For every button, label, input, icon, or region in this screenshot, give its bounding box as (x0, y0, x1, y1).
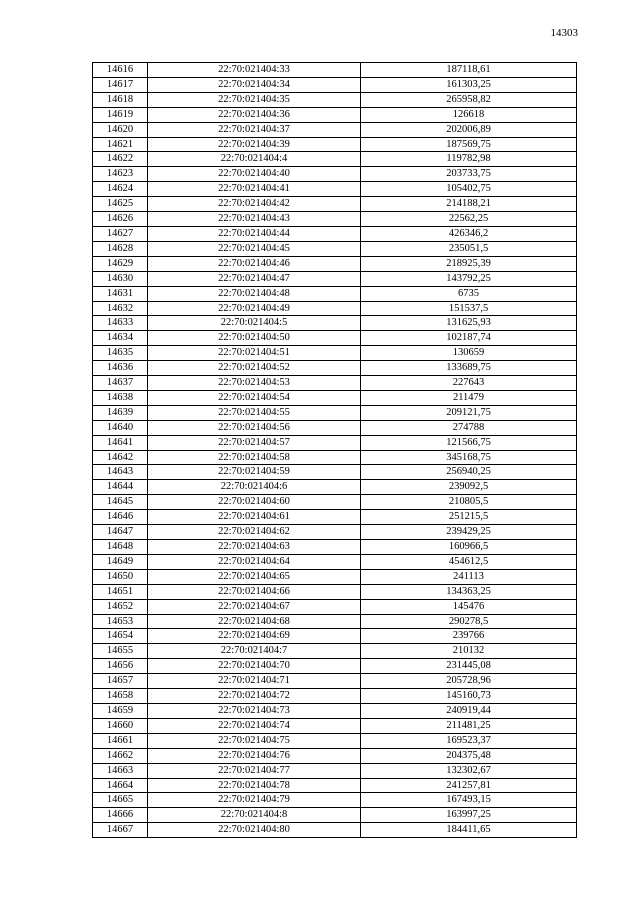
table-row (93, 361, 577, 376)
table-row (93, 435, 577, 450)
value-cell: 209121,75 (361, 405, 577, 420)
value-cell: 145476 (361, 599, 577, 614)
cadastral-number-cell: 22:70:021404:70 (148, 659, 361, 674)
cadastral-number-cell: 22:70:021404:72 (148, 689, 361, 704)
row-number-cell: 14642 (93, 450, 148, 465)
value-cell: 131625,93 (361, 316, 577, 331)
cadastral-number-cell: 22:70:021404:8 (148, 808, 361, 823)
table-row (93, 316, 577, 331)
row-number-cell: 14639 (93, 405, 148, 420)
table-row (93, 748, 577, 763)
cadastral-number-cell: 22:70:021404:73 (148, 703, 361, 718)
value-cell: 227643 (361, 376, 577, 391)
cadastral-number-cell: 22:70:021404:52 (148, 361, 361, 376)
cadastral-number-cell: 22:70:021404:35 (148, 92, 361, 107)
row-number-cell: 14659 (93, 703, 148, 718)
row-number-cell: 14651 (93, 584, 148, 599)
cadastral-number-cell: 22:70:021404:48 (148, 286, 361, 301)
cadastral-number-cell: 22:70:021404:49 (148, 301, 361, 316)
value-cell: 274788 (361, 420, 577, 435)
cadastral-table-container (92, 62, 576, 838)
cadastral-number-cell: 22:70:021404:34 (148, 77, 361, 92)
value-cell: 218925,39 (361, 256, 577, 271)
table-row (93, 793, 577, 808)
table-row (93, 450, 577, 465)
cadastral-number-cell: 22:70:021404:61 (148, 510, 361, 525)
cadastral-number-cell: 22:70:021404:39 (148, 137, 361, 152)
table-row (93, 271, 577, 286)
table-row (93, 405, 577, 420)
table-row (93, 107, 577, 122)
value-cell: 202006,89 (361, 122, 577, 137)
value-cell: 167493,15 (361, 793, 577, 808)
cadastral-number-cell: 22:70:021404:78 (148, 778, 361, 793)
value-cell: 187118,61 (361, 63, 577, 78)
table-row (93, 689, 577, 704)
cadastral-number-cell: 22:70:021404:62 (148, 525, 361, 540)
cadastral-number-cell: 22:70:021404:76 (148, 748, 361, 763)
value-cell: 145160,73 (361, 689, 577, 704)
table-row (93, 465, 577, 480)
cadastral-number-cell: 22:70:021404:63 (148, 540, 361, 555)
table-row (93, 390, 577, 405)
value-cell: 205728,96 (361, 674, 577, 689)
row-number-cell: 14634 (93, 331, 148, 346)
row-number-cell: 14663 (93, 763, 148, 778)
table-row (93, 599, 577, 614)
value-cell: 143792,25 (361, 271, 577, 286)
row-number-cell: 14617 (93, 77, 148, 92)
value-cell: 214188,21 (361, 197, 577, 212)
value-cell: 105402,75 (361, 182, 577, 197)
page-number: 14303 (550, 27, 578, 39)
cadastral-number-cell: 22:70:021404:41 (148, 182, 361, 197)
row-number-cell: 14636 (93, 361, 148, 376)
row-number-cell: 14655 (93, 644, 148, 659)
cadastral-number-cell: 22:70:021404:68 (148, 614, 361, 629)
cadastral-number-cell: 22:70:021404:77 (148, 763, 361, 778)
table-row (93, 525, 577, 540)
row-number-cell: 14665 (93, 793, 148, 808)
cadastral-number-cell: 22:70:021404:40 (148, 167, 361, 182)
table-row (93, 92, 577, 107)
value-cell: 130659 (361, 346, 577, 361)
row-number-cell: 14638 (93, 390, 148, 405)
table-row (93, 226, 577, 241)
value-cell: 240919,44 (361, 703, 577, 718)
cadastral-number-cell: 22:70:021404:53 (148, 376, 361, 391)
row-number-cell: 14656 (93, 659, 148, 674)
value-cell: 345168,75 (361, 450, 577, 465)
value-cell: 231445,08 (361, 659, 577, 674)
row-number-cell: 14660 (93, 718, 148, 733)
value-cell: 119782,98 (361, 152, 577, 167)
row-number-cell: 14616 (93, 63, 148, 78)
row-number-cell: 14621 (93, 137, 148, 152)
value-cell: 241257,81 (361, 778, 577, 793)
table-row (93, 614, 577, 629)
row-number-cell: 14625 (93, 197, 148, 212)
value-cell: 426346,2 (361, 226, 577, 241)
table-row (93, 137, 577, 152)
table-row (93, 167, 577, 182)
value-cell: 265958,82 (361, 92, 577, 107)
row-number-cell: 14627 (93, 226, 148, 241)
table-row (93, 584, 577, 599)
cadastral-number-cell: 22:70:021404:64 (148, 554, 361, 569)
row-number-cell: 14652 (93, 599, 148, 614)
row-number-cell: 14635 (93, 346, 148, 361)
value-cell: 163997,25 (361, 808, 577, 823)
row-number-cell: 14632 (93, 301, 148, 316)
row-number-cell: 14637 (93, 376, 148, 391)
cadastral-number-cell: 22:70:021404:66 (148, 584, 361, 599)
row-number-cell: 14666 (93, 808, 148, 823)
value-cell: 121566,75 (361, 435, 577, 450)
cadastral-number-cell: 22:70:021404:37 (148, 122, 361, 137)
cadastral-number-cell: 22:70:021404:74 (148, 718, 361, 733)
value-cell: 126618 (361, 107, 577, 122)
table-row (93, 212, 577, 227)
row-number-cell: 14661 (93, 733, 148, 748)
table-row (93, 63, 577, 78)
cadastral-number-cell: 22:70:021404:57 (148, 435, 361, 450)
value-cell: 184411,65 (361, 823, 577, 838)
table-row (93, 256, 577, 271)
cadastral-number-cell: 22:70:021404:33 (148, 63, 361, 78)
row-number-cell: 14649 (93, 554, 148, 569)
row-number-cell: 14648 (93, 540, 148, 555)
table-row (93, 331, 577, 346)
value-cell: 211479 (361, 390, 577, 405)
value-cell: 454612,5 (361, 554, 577, 569)
table-row (93, 420, 577, 435)
table-row (93, 629, 577, 644)
table-row (93, 495, 577, 510)
table-body (93, 63, 577, 838)
row-number-cell: 14618 (93, 92, 148, 107)
table-row (93, 540, 577, 555)
row-number-cell: 14644 (93, 480, 148, 495)
value-cell: 160966,5 (361, 540, 577, 555)
value-cell: 134363,25 (361, 584, 577, 599)
cadastral-number-cell: 22:70:021404:46 (148, 256, 361, 271)
table-row (93, 778, 577, 793)
row-number-cell: 14643 (93, 465, 148, 480)
row-number-cell: 14623 (93, 167, 148, 182)
table-row (93, 182, 577, 197)
table-row (93, 122, 577, 137)
row-number-cell: 14657 (93, 674, 148, 689)
value-cell: 239092,5 (361, 480, 577, 495)
table-row (93, 241, 577, 256)
row-number-cell: 14620 (93, 122, 148, 137)
cadastral-number-cell: 22:70:021404:67 (148, 599, 361, 614)
row-number-cell: 14654 (93, 629, 148, 644)
cadastral-number-cell: 22:70:021404:55 (148, 405, 361, 420)
table-row (93, 569, 577, 584)
table-row (93, 152, 577, 167)
value-cell: 151537,5 (361, 301, 577, 316)
row-number-cell: 14640 (93, 420, 148, 435)
table-row (93, 286, 577, 301)
row-number-cell: 14667 (93, 823, 148, 838)
row-number-cell: 14650 (93, 569, 148, 584)
table-row (93, 659, 577, 674)
value-cell: 203733,75 (361, 167, 577, 182)
table-row (93, 644, 577, 659)
value-cell: 256940,25 (361, 465, 577, 480)
cadastral-number-cell: 22:70:021404:56 (148, 420, 361, 435)
value-cell: 210805,5 (361, 495, 577, 510)
table-row (93, 718, 577, 733)
cadastral-number-cell: 22:70:021404:44 (148, 226, 361, 241)
table-row (93, 77, 577, 92)
value-cell: 239766 (361, 629, 577, 644)
value-cell: 102187,74 (361, 331, 577, 346)
row-number-cell: 14626 (93, 212, 148, 227)
value-cell: 132302,67 (361, 763, 577, 778)
value-cell: 239429,25 (361, 525, 577, 540)
row-number-cell: 14646 (93, 510, 148, 525)
table-row (93, 674, 577, 689)
table-row (93, 703, 577, 718)
row-number-cell: 14630 (93, 271, 148, 286)
row-number-cell: 14645 (93, 495, 148, 510)
cadastral-number-cell: 22:70:021404:7 (148, 644, 361, 659)
cadastral-number-cell: 22:70:021404:60 (148, 495, 361, 510)
value-cell: 241113 (361, 569, 577, 584)
cadastral-number-cell: 22:70:021404:79 (148, 793, 361, 808)
row-number-cell: 14622 (93, 152, 148, 167)
row-number-cell: 14629 (93, 256, 148, 271)
cadastral-number-cell: 22:70:021404:42 (148, 197, 361, 212)
cadastral-number-cell: 22:70:021404:4 (148, 152, 361, 167)
row-number-cell: 14624 (93, 182, 148, 197)
cadastral-number-cell: 22:70:021404:47 (148, 271, 361, 286)
value-cell: 210132 (361, 644, 577, 659)
value-cell: 161303,25 (361, 77, 577, 92)
row-number-cell: 14641 (93, 435, 148, 450)
value-cell: 251215,5 (361, 510, 577, 525)
table-row (93, 554, 577, 569)
value-cell: 290278,5 (361, 614, 577, 629)
row-number-cell: 14619 (93, 107, 148, 122)
row-number-cell: 14664 (93, 778, 148, 793)
cadastral-number-cell: 22:70:021404:80 (148, 823, 361, 838)
cadastral-number-cell: 22:70:021404:43 (148, 212, 361, 227)
cadastral-number-cell: 22:70:021404:59 (148, 465, 361, 480)
value-cell: 133689,75 (361, 361, 577, 376)
row-number-cell: 14633 (93, 316, 148, 331)
table-row (93, 376, 577, 391)
table-row (93, 346, 577, 361)
cadastral-table (92, 62, 577, 838)
cadastral-number-cell: 22:70:021404:6 (148, 480, 361, 495)
row-number-cell: 14653 (93, 614, 148, 629)
value-cell: 6735 (361, 286, 577, 301)
cadastral-number-cell: 22:70:021404:36 (148, 107, 361, 122)
table-row (93, 733, 577, 748)
cadastral-number-cell: 22:70:021404:51 (148, 346, 361, 361)
cadastral-number-cell: 22:70:021404:45 (148, 241, 361, 256)
table-row (93, 301, 577, 316)
cadastral-number-cell: 22:70:021404:71 (148, 674, 361, 689)
row-number-cell: 14662 (93, 748, 148, 763)
value-cell: 22562,25 (361, 212, 577, 227)
value-cell: 235051,5 (361, 241, 577, 256)
cadastral-number-cell: 22:70:021404:69 (148, 629, 361, 644)
cadastral-number-cell: 22:70:021404:54 (148, 390, 361, 405)
value-cell: 169523,37 (361, 733, 577, 748)
row-number-cell: 14658 (93, 689, 148, 704)
value-cell: 204375,48 (361, 748, 577, 763)
table-row (93, 808, 577, 823)
row-number-cell: 14647 (93, 525, 148, 540)
table-row (93, 197, 577, 212)
value-cell: 187569,75 (361, 137, 577, 152)
cadastral-number-cell: 22:70:021404:65 (148, 569, 361, 584)
cadastral-number-cell: 22:70:021404:58 (148, 450, 361, 465)
row-number-cell: 14631 (93, 286, 148, 301)
cadastral-number-cell: 22:70:021404:50 (148, 331, 361, 346)
cadastral-number-cell: 22:70:021404:5 (148, 316, 361, 331)
table-row (93, 823, 577, 838)
table-row (93, 510, 577, 525)
value-cell: 211481,25 (361, 718, 577, 733)
table-row (93, 480, 577, 495)
row-number-cell: 14628 (93, 241, 148, 256)
cadastral-number-cell: 22:70:021404:75 (148, 733, 361, 748)
table-row (93, 763, 577, 778)
